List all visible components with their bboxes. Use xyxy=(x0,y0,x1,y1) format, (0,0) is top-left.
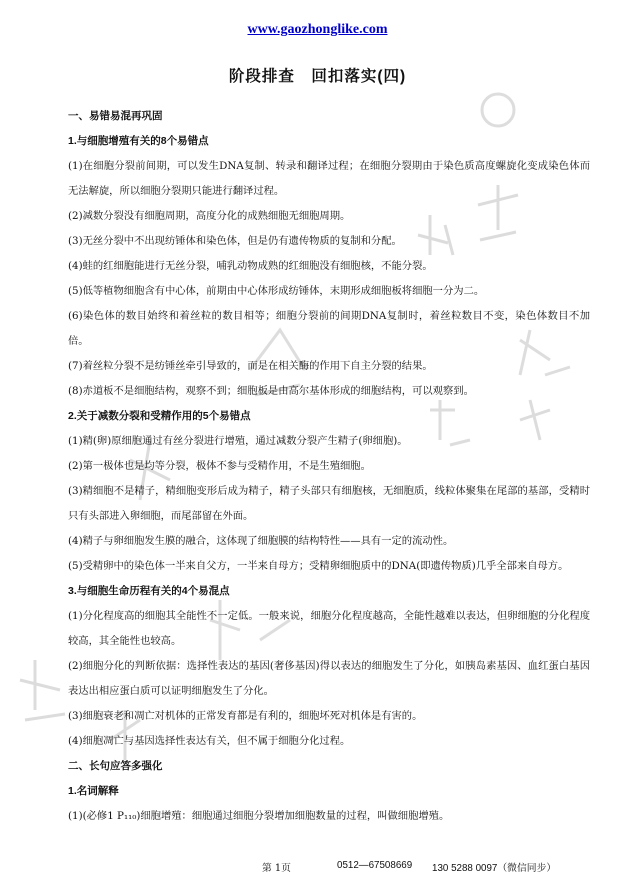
list-item: (2)细胞分化的判断依据：选择性表达的基因(奢侈基因)得以表达的细胞发生了分化，如胰岛素基因、血红蛋白基因表达出相应蛋白质可以证明细胞发生了分化。 xyxy=(68,660,590,697)
page-title: 阶段排查 回扣落实(四) xyxy=(228,68,407,85)
list-item: (1)(必修1 P₁₁₀)细胞增殖：细胞通过细胞分裂增加细胞数量的过程，叫做细胞增殖。 xyxy=(68,810,450,822)
section-heading: 1.名词解释 xyxy=(68,785,119,797)
section-heading: 3.与细胞生命历程有关的4个易混点 xyxy=(68,585,230,597)
list-item: (1)分化程度高的细胞其全能性不一定低。一般来说，细胞分化程度越高，全能性越难以表达，但卵细胞的分化程度较高，其全能性也较高。 xyxy=(68,610,590,647)
page-number: 第 1页 xyxy=(262,863,291,874)
mobile-number: 130 5288 0097（微信同步） xyxy=(432,863,557,874)
section-heading: 二、长句应答多强化 xyxy=(68,760,163,772)
list-item: (8)赤道板不是细胞结构，观察不到；细胞板是由高尔基体形成的细胞结构，可以观察到。 xyxy=(68,385,474,397)
list-item: (2)减数分裂没有细胞周期，高度分化的成熟细胞无细胞周期。 xyxy=(68,210,351,222)
section-heading: 2.关于减数分裂和受精作用的5个易错点 xyxy=(68,410,251,422)
list-item: (6)染色体的数目始终和着丝粒的数目相等；细胞分裂前的间期DNA复制时，着丝粒数目不变，染色体数目不加倍。 xyxy=(68,310,590,347)
list-item: (1)精(卵)原细胞通过有丝分裂进行增殖，通过减数分裂产生精子(卵细胞)。 xyxy=(68,435,408,447)
header-url[interactable]: www.gaozhonglike.com xyxy=(247,22,388,37)
list-item: (2)第一极体也是均等分裂，极体不参与受精作用，不是生殖细胞。 xyxy=(68,460,371,472)
section-heading: 一、易错易混再巩固 xyxy=(68,110,163,122)
list-item: (3)细胞衰老和凋亡对机体的正常发育都是有利的，细胞坏死对机体是有害的。 xyxy=(68,710,423,722)
list-item: (4)蛙的红细胞能进行无丝分裂，哺乳动物成熟的红细胞没有细胞核，不能分裂。 xyxy=(68,260,433,272)
section-heading: 1.与细胞增殖有关的8个易错点 xyxy=(68,135,209,147)
list-item: (5)低等植物细胞含有中心体，前期由中心体形成纺锤体，末期形成细胞板将细胞一分为二。 xyxy=(68,285,485,297)
list-item: (1)在细胞分裂前间期，可以发生DNA复制、转录和翻译过程；在细胞分裂期由于染色质高度螺旋化变成染色体而无法解旋，所以细胞分裂期只能进行翻译过程。 xyxy=(68,160,590,197)
phone-number: 0512—67508669 xyxy=(337,860,413,871)
list-item: (3)精细胞不是精子，精细胞变形后成为精子，精子头部只有细胞核，无细胞质，线粒体聚集在尾部的基部，受精时只有头部进入卵细胞，而尾部留在外面。 xyxy=(68,485,590,522)
document-body xyxy=(68,104,590,829)
list-item: (5)受精卵中的染色体一半来自父方，一半来自母方；受精卵细胞质中的DNA(即遗传物质)几乎全部来自母方。 xyxy=(68,560,569,572)
list-item: (4)细胞凋亡与基因选择性表达有关，但不属于细胞分化过程。 xyxy=(68,735,351,747)
list-item: (3)无丝分裂中不出现纺锤体和染色体，但是仍有遗传物质的复制和分配。 xyxy=(68,235,402,247)
list-item: (7)着丝粒分裂不是纺锤丝牵引导致的，而是在相关酶的作用下自主分裂的结果。 xyxy=(68,360,433,372)
list-item: (4)精子与卵细胞发生膜的融合，这体现了细胞膜的结构特性——具有一定的流动性。 xyxy=(68,535,454,547)
